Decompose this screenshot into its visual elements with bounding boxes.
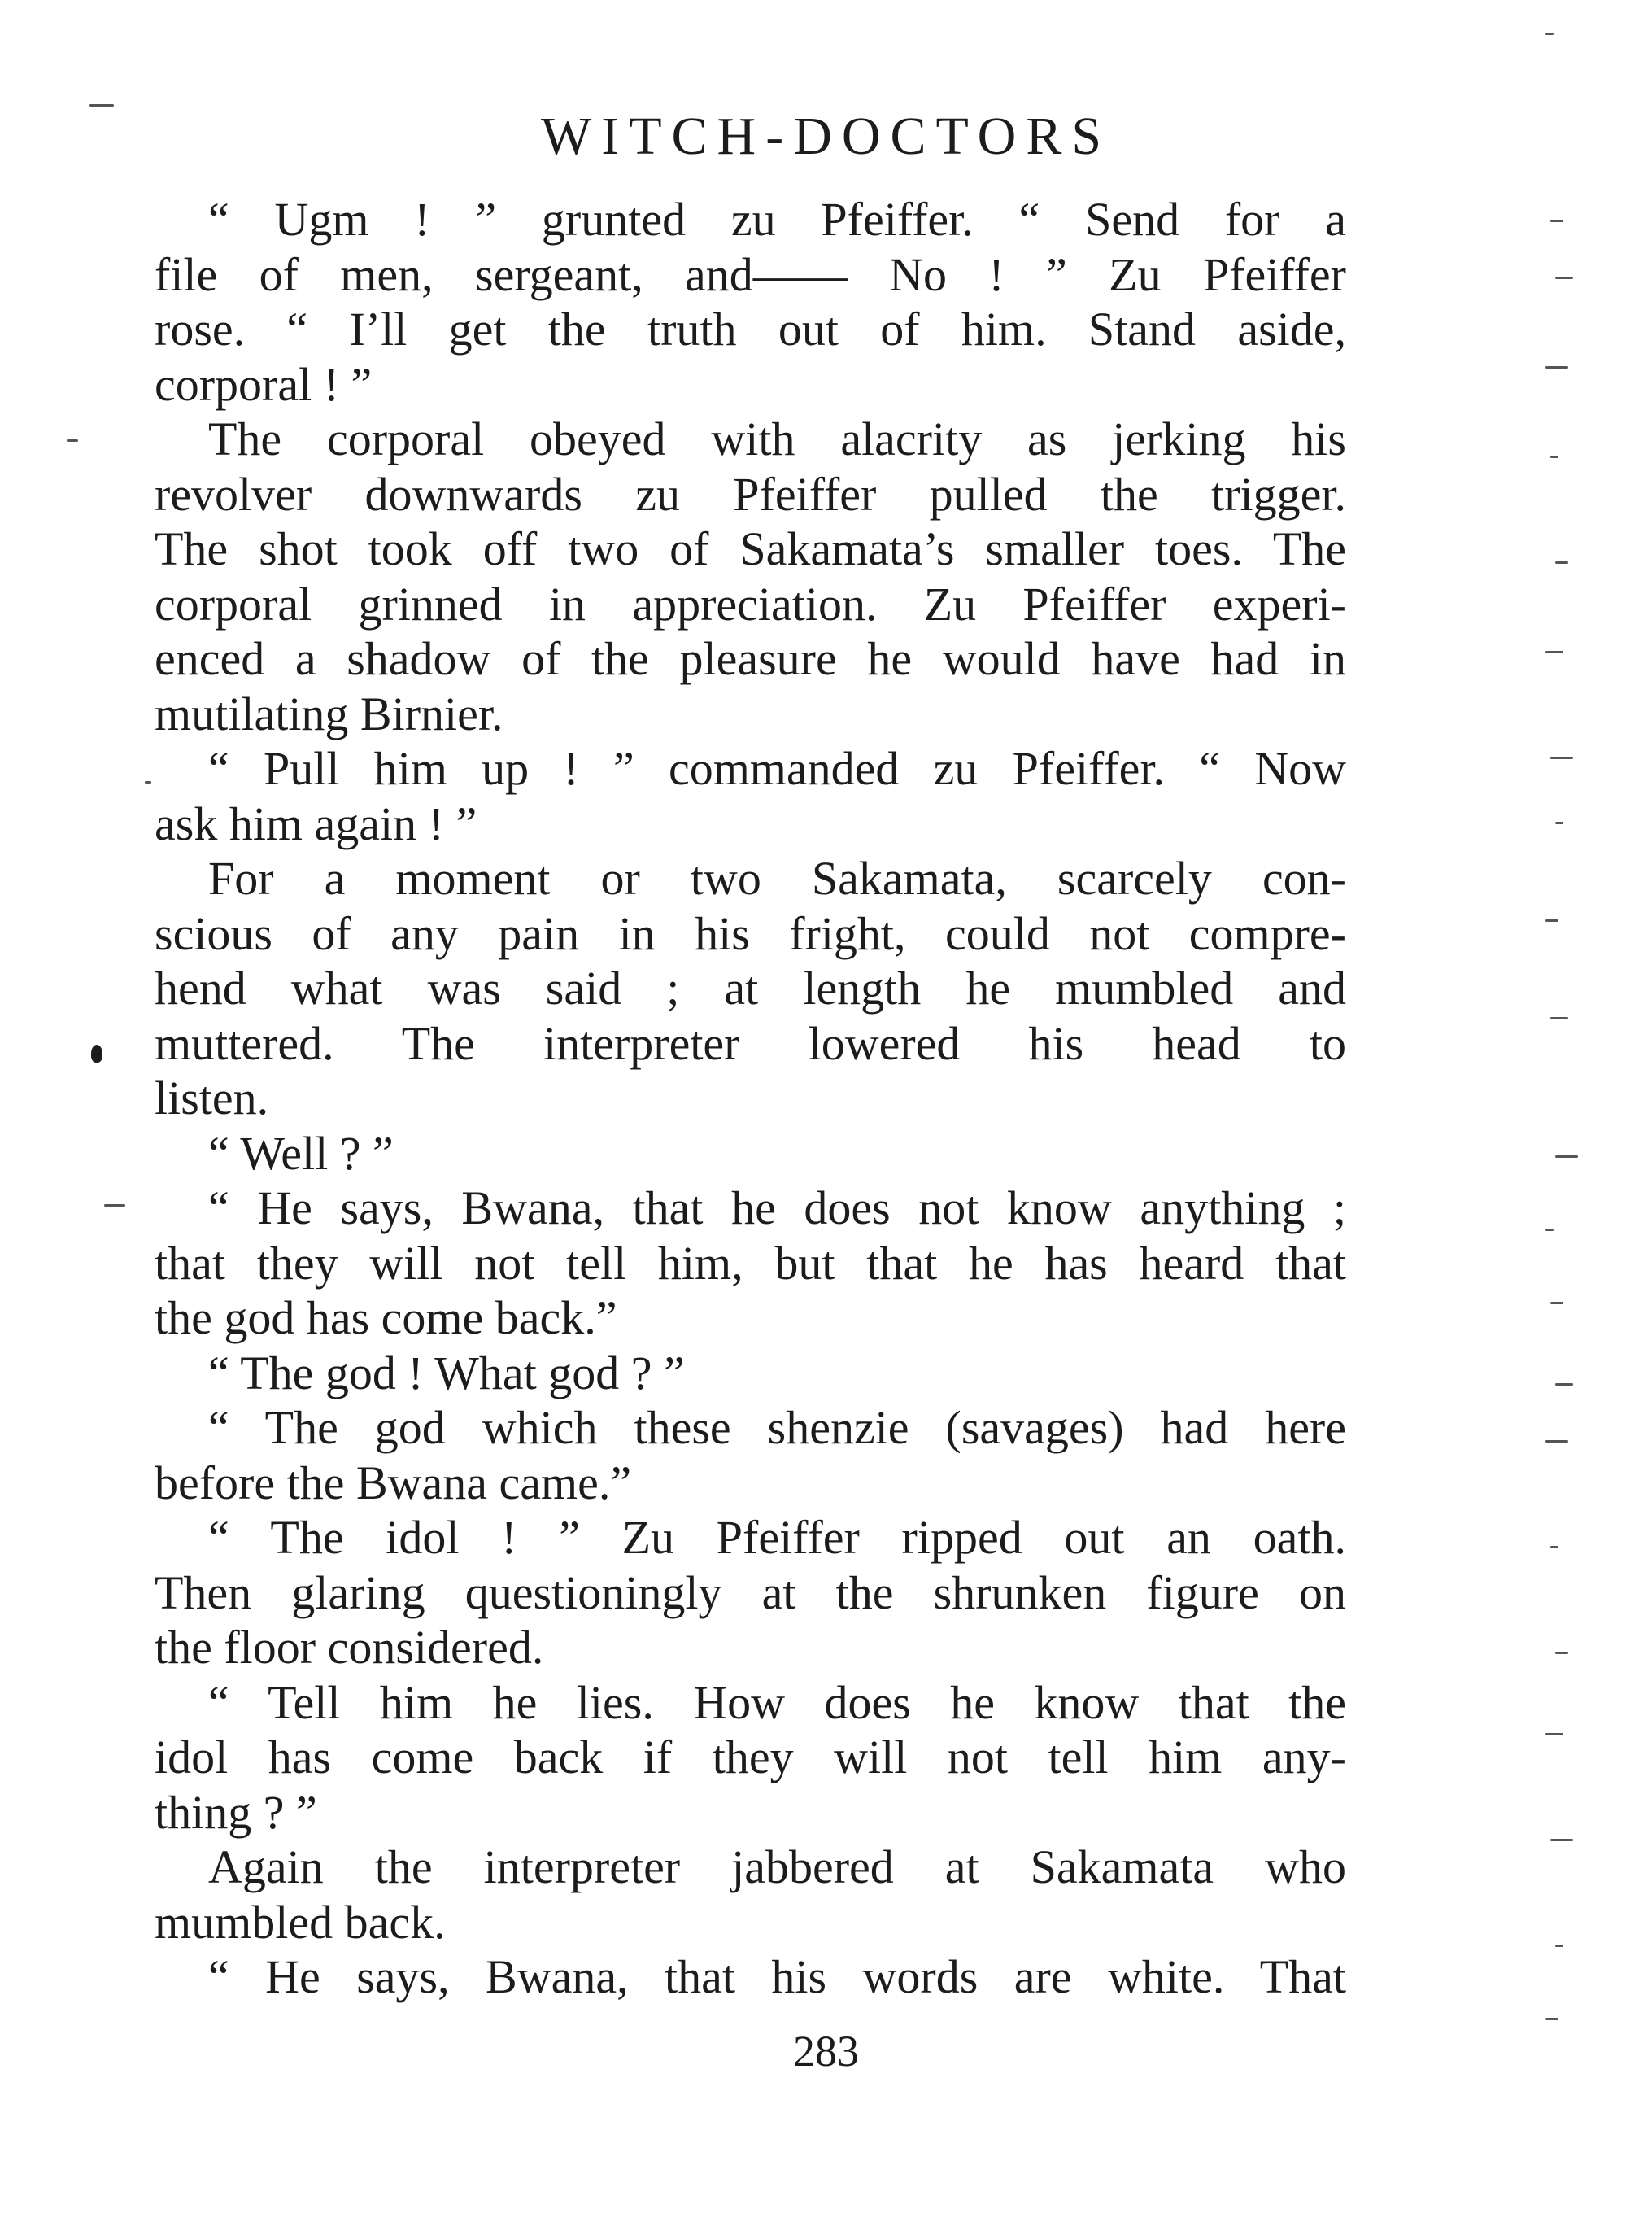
text-line: the floor considered. [155,1621,544,1674]
text-line: Then glaring questioningly at the shrunken figure on [155,1565,1346,1619]
scan-mark [1555,561,1568,564]
scan-mark [1545,1229,1554,1231]
margin-bullet-mark [91,1045,102,1063]
scan-mark [1555,822,1563,824]
scan-mark [1545,2018,1558,2020]
text-line: that they will not tell him, but that he has heard that [155,1236,1346,1290]
scan-mark [67,439,78,442]
scan-mark [1545,33,1554,35]
scan-mark [89,104,114,107]
text-line: thing ? ” [155,1785,317,1839]
text-line: corporal grinned in appreciation. Zu Pfeiffer experi- [155,577,1346,631]
scan-mark [1550,220,1563,222]
scan-mark [1555,1652,1568,1654]
text-line: muttered. The interpreter lowered his head to [155,1016,1346,1070]
text-line: Again the interpreter jabbered at Sakamata who [208,1840,1346,1893]
scan-mark [145,781,151,784]
text-line: idol has come back if they will not tell him any- [155,1731,1346,1783]
text-line: listen. [155,1072,269,1124]
text-line: corporal ! ” [155,357,373,411]
scan-mark [1550,1546,1558,1548]
scan-mark [1550,757,1573,759]
text-line: “ The idol ! ” Zu Pfeiffer ripped out an oath. [208,1511,1346,1564]
scan-mark [1555,1155,1578,1158]
text-line: The corporal obeyed with alacrity as jerking his [208,413,1346,465]
scan-mark [1550,1017,1568,1019]
text-line: “ Ugm ! ” grunted zu Pfeiffer. “ Send for a [208,193,1346,246]
text-line: “ The god which these shenzie (savages) had here [208,1401,1346,1454]
text-line: “ Tell him he lies. How does he know that the [208,1675,1346,1729]
text-line: rose. “ I’ll get the truth out of him. Stand aside, [155,303,1346,356]
scan-mark [104,1204,125,1207]
text-line: The shot took off two of Sakamata’s smaller toes. The [155,522,1346,575]
text-line: the god has come back.” [155,1291,617,1344]
text-line: “ Pull him up ! ” commanded zu Pfeiffer. “ Now [208,742,1346,795]
text-line: “ The god ! What god ? ” [208,1346,685,1399]
scan-mark [1555,277,1573,279]
text-line: “ He says, Bwana, that his words are white. That [208,1950,1346,2003]
text-line: mumbled back. [155,1895,446,1949]
text-line: “ Well ? ” [208,1126,394,1180]
scan-mark [1550,1839,1573,1841]
text-line: mutilating Birnier. [155,687,503,740]
scan-mark [1545,919,1558,922]
scan-mark [1545,1733,1563,1735]
text-line: before the Bwana came.” [155,1456,632,1509]
text-line: revolver downwards zu Pfeiffer pulled the trigger. [155,467,1346,521]
scan-mark [1550,1302,1563,1304]
scan-mark [1555,1945,1563,1947]
text-line: file of men, sergeant, and—— No ! ” Zu Pfeiffer [155,247,1346,301]
body-text [155,192,1346,2005]
scan-mark [1545,1440,1568,1443]
page-number: 283 [793,2027,859,2076]
text-line: scious of any pain in his fright, could not compre- [155,906,1346,960]
text-line: hend what was said ; at length he mumbled and [155,962,1346,1015]
text-line: For a moment or two Sakamata, scarcely con- [208,852,1346,905]
scan-mark [1555,1383,1573,1386]
scan-mark [1550,456,1558,458]
text-line: enced a shadow of the pleasure he would have had in [155,632,1346,685]
text-line: ask him again ! ” [155,797,477,850]
scan-mark [1545,366,1568,369]
text-line: “ He says, Bwana, that he does not know anything ; [208,1181,1346,1234]
scan-mark [1545,651,1563,653]
running-head: WITCH-DOCTORS [540,107,1112,166]
